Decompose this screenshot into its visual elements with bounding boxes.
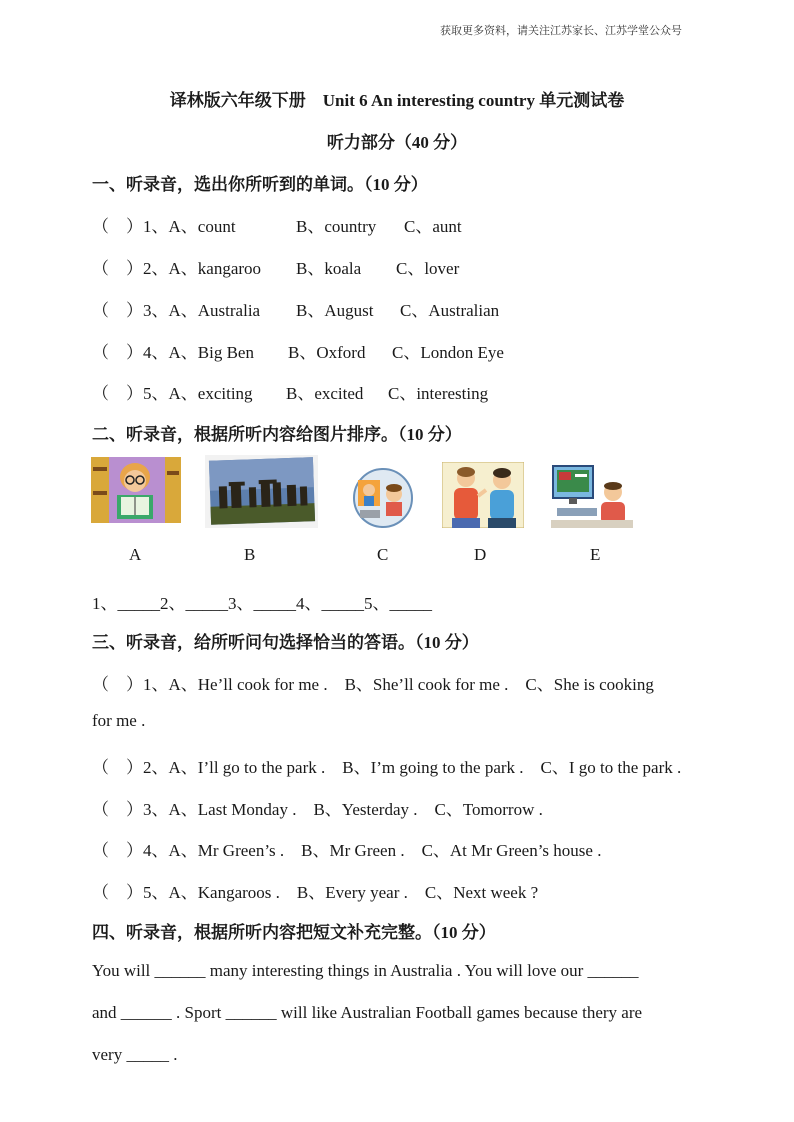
s1-item-2-b: B、koala (296, 259, 362, 278)
two-boys-talking-picture (442, 462, 524, 528)
s1-item-3-b: B、August (296, 301, 374, 320)
s1-item-2-a: （ ）2、A、kangaroo (92, 259, 262, 278)
s1-item-5-a: （ ）5、A、exciting (92, 384, 253, 403)
section1-heading: 一、听录音，选出你所听到的单词。（10 分） (92, 175, 428, 194)
s3-item-2: （ ）2、A、I’ll go to the park . B、I’m going to the park . C、I go to the park . (92, 758, 682, 777)
picture-label-b: B (244, 545, 256, 564)
s1-item-4-a: （ ）4、A、Big Ben (92, 343, 254, 362)
s1-item-3 (92, 296, 499, 321)
s3-item-1: （ ）1、A、He’ll cook for me . B、She’ll cook for me . C、She is cooking (92, 675, 654, 694)
picture-label-d: D (474, 545, 487, 564)
picture-label-e: E (590, 545, 601, 564)
s1-item-3-a: （ ）3、A、Australia (92, 301, 261, 320)
s1-item-1-b: B、country (296, 217, 377, 236)
s1-item-5-b: B、excited (286, 384, 364, 403)
picture-label-a: A (129, 545, 142, 564)
s1-item-2-c: C、lover (396, 259, 460, 278)
section4-heading: 四、听录音，根据所听内容把短文补充完整。（10 分） (92, 923, 496, 942)
picture-label-c: C (377, 545, 389, 564)
s1-item-5 (92, 379, 488, 404)
page-subtitle: 听力部分（40 分） (326, 133, 468, 152)
s3-item-4: （ ）4、A、Mr Green’s . B、Mr Green . C、At Mr Green’s house . (92, 841, 602, 860)
s1-item-1-c: C、aunt (404, 217, 462, 236)
s4-line-3: very _____ . (92, 1045, 178, 1064)
computer-australia-picture (551, 462, 633, 528)
picture-order-answer-line: 1、_____2、_____3、_____4、_____5、_____ (92, 594, 432, 613)
s1-item-4-b: B、Oxford (288, 343, 366, 362)
s1-item-5-c: C、interesting (388, 384, 489, 403)
s4-line-1: You will ______ many interesting things in Australia . You will love our ______ (92, 961, 639, 980)
reading-boy-picture (91, 457, 181, 523)
page-title: 译林版六年级下册 Unit 6 An interesting country 单元测试卷 (169, 91, 625, 110)
section2-heading: 二、听录音，根据所听内容给图片排序。（10 分） (92, 425, 462, 444)
header-note: 获取更多资料，请关注江苏家长、江苏学堂公众号 (440, 25, 682, 37)
s1-item-2 (92, 254, 459, 279)
s1-item-1 (92, 212, 462, 237)
video-call-picture (350, 466, 416, 528)
s1-item-3-c: C、Australian (400, 301, 500, 320)
s3-item-1-cont: for me . (92, 711, 146, 730)
section3-heading: 三、听录音，给所听问句选择恰当的答语。（10 分） (92, 633, 479, 652)
s3-item-3: （ ）3、A、Last Monday . B、Yesterday . C、Tomorrow . (92, 800, 543, 819)
s1-item-1-a: （ ）1、A、count (92, 217, 236, 236)
s1-item-4-c: C、London Eye (392, 343, 504, 362)
s1-item-4 (92, 338, 504, 363)
stonehenge-picture (205, 455, 318, 528)
s3-item-5: （ ）5、A、Kangaroos . B、Every year . C、Next week ? (92, 883, 539, 902)
s4-line-2: and ______ . Sport ______ will like Australian Football games because thery are (92, 1003, 643, 1022)
